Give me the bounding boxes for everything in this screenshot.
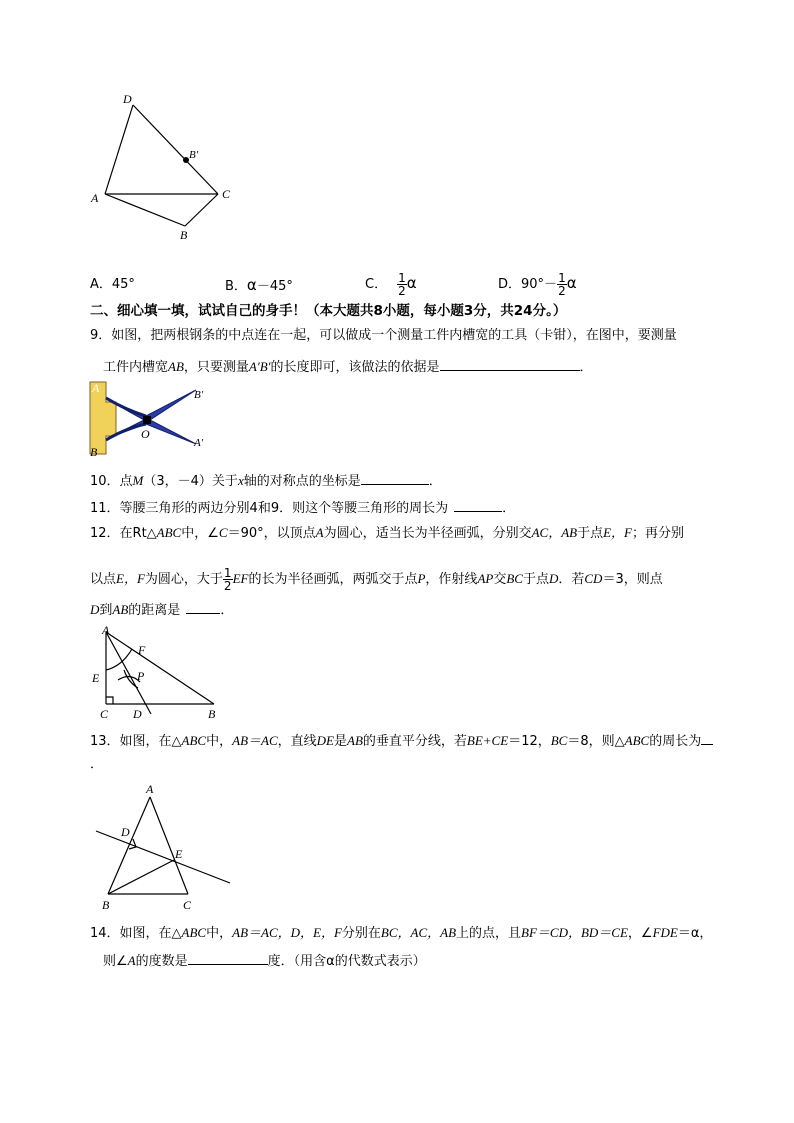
q8-option-a: A．45° [90,277,135,292]
q14-answer-blank[interactable] [188,950,268,965]
label-e: E [92,671,100,685]
q12-line-1: 12．在Rt△ABC中，∠C＝90°，以顶点A为圆心，适当长为半径画弧，分别交AC，AB于点E，F；再分别 [90,525,684,541]
q14-line-2: 则∠A的度数是 度．（用含α的代数式表示） [103,950,426,971]
label-b-prime: B′ [194,389,204,401]
label-c: C [100,707,109,721]
label-o: O [141,427,150,441]
pivot-o [143,416,151,424]
label-a: A [92,381,100,395]
label-b: B [180,228,188,242]
figure-q12-triangle [88,622,228,722]
figure-q9-caliper [86,378,216,458]
label-a: A [102,623,110,637]
label-f: F [138,643,146,657]
q9-answer-blank[interactable] [440,356,580,371]
label-d: D [121,825,130,839]
label-a: A [91,191,99,205]
q12-line-3: D到AB的距离是 ． [90,599,233,620]
label-p: P [137,669,145,683]
label-e: E [175,847,183,861]
q10: 10．点M（3，－4）关于x轴的对称点的坐标是 ． [90,470,442,491]
label-a-prime: A′ [194,437,204,449]
q12-line-2: 以点E，F为圆心，大于 $\frac{1}{2}$ EF的长为半径画弧，两弧交于点P，作射线AP交BC于点D．若CD＝3，则点 [90,566,663,593]
label-b: B [90,445,98,458]
label-c: C [222,187,231,201]
q13-line-1: 13．如图，在△ABC中，AB＝AC，直线DE是AB的垂直平分线，若BE+CE＝12，BC＝8，则△ABC的周长为 [90,730,713,751]
label-b-prime: B′ [189,149,199,161]
section-2-heading: 二、细心填一填，试试自己的身手！（本大题共8小题，每小题3分，共24分。） [90,303,567,319]
q14-line-1: 14．如图，在△ABC中，AB＝AC，D，E，F分别在BC，AC，AB上的点，且BF＝CD，BD＝CE，∠FDE＝α， [90,925,713,941]
label-d: D [133,707,142,721]
q8-option-b: B．α－45° [225,276,293,294]
figure-q8-quadrilateral [85,90,245,250]
figure-q13-triangle [92,782,237,917]
q11: 11．等腰三角形的两边分别4和9．则这个等腰三角形的周长为 ． [90,497,515,518]
label-c: C [183,898,192,912]
label-b: B [208,707,216,721]
label-a: A [146,782,154,796]
q8-option-c: C． $\frac{1}{2}$ α [365,271,417,298]
q13-answer-blank[interactable] [701,730,713,745]
label-b: B [102,898,110,912]
q9-line-1: 9．如图，把两根钢条的中点连在一起，可以做成一个测量工件内槽宽的工具（卡钳），在图中，要测量 [90,328,677,343]
q13-line-2: ． [90,757,104,772]
q11-answer-blank[interactable] [454,497,502,512]
q8-option-d: D．90°－ $\frac{1}{2}$ α [498,271,577,298]
q9-line-2: 工件内槽宽AB，只要测量A′B′的长度即可，该做法的依据是 ． [103,356,593,377]
q10-answer-blank[interactable] [361,470,429,485]
label-d: D [123,92,132,106]
q12-answer-blank[interactable] [186,599,220,614]
